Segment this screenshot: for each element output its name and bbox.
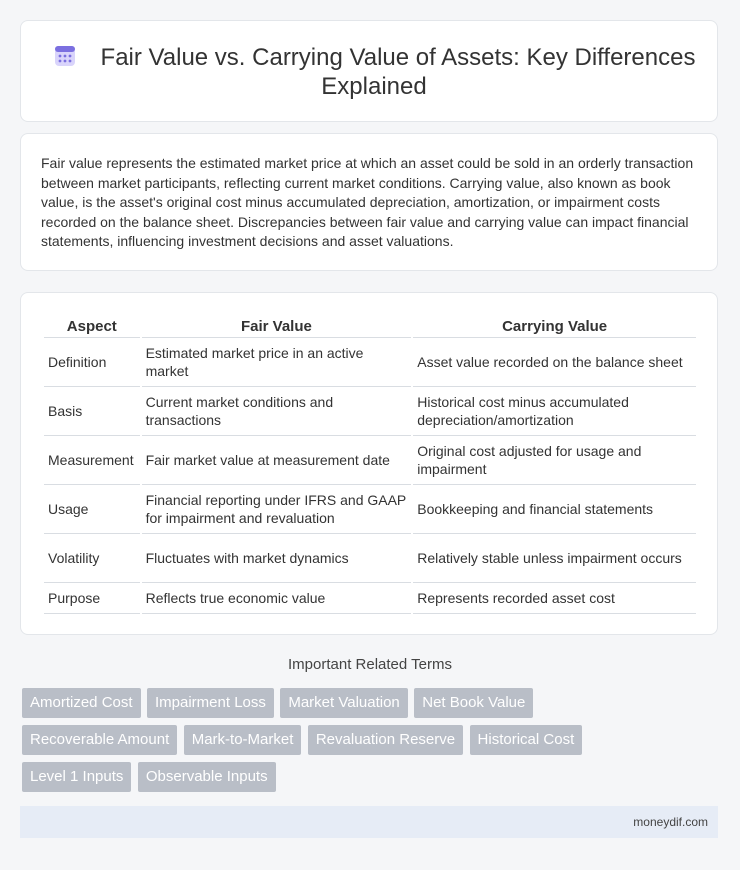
- cell-aspect: Basis: [44, 387, 140, 436]
- table-row: [44, 436, 696, 485]
- cell-fair-value: Current market conditions and transactions: [142, 387, 412, 436]
- related-terms-heading: Important Related Terms: [288, 656, 452, 673]
- tag-level-1-inputs[interactable]: Level 1 Inputs: [22, 762, 131, 792]
- footer: [20, 806, 718, 838]
- cell-carrying-value: Original cost adjusted for usage and impairment: [413, 436, 696, 485]
- cell-carrying-value: Bookkeeping and financial statements: [413, 485, 696, 534]
- related-terms-tags: [22, 688, 622, 799]
- cell-aspect: Definition: [44, 338, 140, 387]
- calculator-icon: [53, 44, 77, 68]
- tag-net-book-value[interactable]: Net Book Value: [414, 688, 533, 718]
- tag-mark-to-market[interactable]: Mark-to-Market: [184, 725, 302, 755]
- cell-carrying-value: Relatively stable unless impairment occurs: [413, 534, 696, 583]
- cell-fair-value: Estimated market price in an active market: [142, 338, 412, 387]
- header-carrying-value: Carrying Value: [413, 315, 696, 338]
- page-title-wrap: [51, 43, 697, 101]
- tag-observable-inputs[interactable]: Observable Inputs: [138, 762, 276, 792]
- comparison-table-card: [20, 292, 718, 635]
- tag-recoverable-amount[interactable]: Recoverable Amount: [22, 725, 177, 755]
- cell-aspect: Purpose: [44, 583, 140, 614]
- intro-paragraph: Fair value represents the estimated market price at which an asset could be sold in an orderly transaction between market participants, reflecting current market conditions. Carrying value, also known as book value, is the asset's original cost minus accumulated depreciation, amortization, or impairment costs recorded on the balance sheet. Discrepancies between fair value and carrying value can impact financial statements, influencing investment decisions and asset valuations.: [41, 155, 694, 250]
- table-row: [44, 534, 696, 583]
- tag-market-valuation[interactable]: Market Valuation: [280, 688, 407, 718]
- table-header-row: [44, 315, 696, 338]
- cell-fair-value: Reflects true economic value: [142, 583, 412, 614]
- cell-aspect: Measurement: [44, 436, 140, 485]
- header-fair-value: Fair Value: [142, 315, 412, 338]
- footer-site[interactable]: moneydif.com: [633, 815, 708, 829]
- table-row: [44, 387, 696, 436]
- comparison-table: [42, 315, 698, 614]
- page-title: Fair Value vs. Carrying Value of Assets: Key Differences Explained: [100, 44, 696, 100]
- header-aspect: Aspect: [44, 315, 140, 338]
- cell-carrying-value: Historical cost minus accumulated depreciation/amortization: [413, 387, 696, 436]
- table-row: [44, 485, 696, 534]
- table-row: [44, 338, 696, 387]
- table-row: [44, 583, 696, 614]
- cell-aspect: Usage: [44, 485, 140, 534]
- cell-carrying-value: Asset value recorded on the balance sheet: [413, 338, 696, 387]
- cell-fair-value: Fluctuates with market dynamics: [142, 534, 412, 583]
- tag-revaluation-reserve[interactable]: Revaluation Reserve: [308, 725, 463, 755]
- intro-card: [20, 133, 718, 271]
- cell-aspect: Volatility: [44, 534, 140, 583]
- cell-fair-value: Fair market value at measurement date: [142, 436, 412, 485]
- cell-fair-value: Financial reporting under IFRS and GAAP for impairment and revaluation: [142, 485, 412, 534]
- tag-impairment-loss[interactable]: Impairment Loss: [147, 688, 274, 718]
- title-card: [20, 20, 718, 122]
- cell-carrying-value: Represents recorded asset cost: [413, 583, 696, 614]
- tag-amortized-cost[interactable]: Amortized Cost: [22, 688, 141, 718]
- tag-historical-cost[interactable]: Historical Cost: [470, 725, 583, 755]
